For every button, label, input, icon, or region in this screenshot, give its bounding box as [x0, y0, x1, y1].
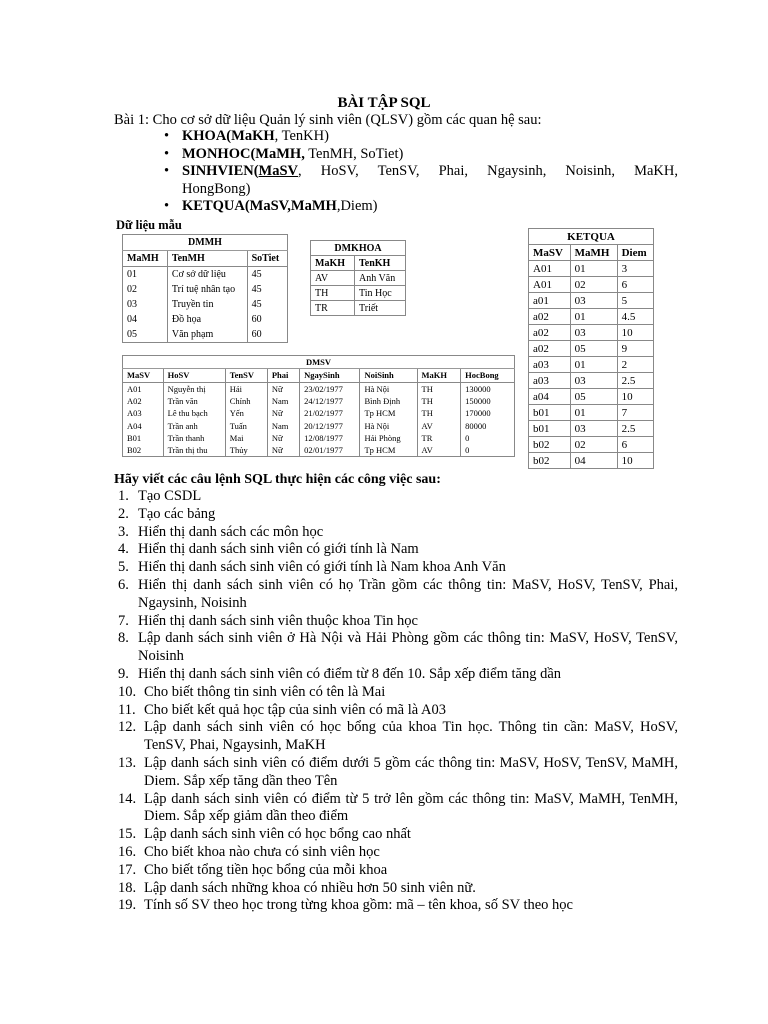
- task-number: 3.: [118, 523, 129, 540]
- table-cell: 10: [617, 325, 653, 341]
- table-cell: 04: [123, 312, 168, 327]
- table-cell: 05: [570, 341, 617, 357]
- table-header-row: [123, 369, 515, 382]
- table-cell: A04: [123, 419, 164, 431]
- task-text: Hiển thị danh sách sinh viên có họ Trần gồm các thông tin: MaSV, HoSV, TenSV, Phai, Ngaysinh, Noisinh: [138, 576, 678, 611]
- column-header: SoTiet: [247, 251, 287, 267]
- table-cell: 10: [617, 389, 653, 405]
- column-header: MaSV: [123, 369, 164, 382]
- task-item: [118, 541, 678, 559]
- table-cell: 21/02/1977: [300, 407, 360, 419]
- table-caption: DMMH: [123, 235, 288, 251]
- column-header: Phai: [267, 369, 299, 382]
- task-number: 2.: [118, 505, 129, 522]
- relation-name: SINHVIEN(: [182, 163, 259, 179]
- table-cell: Yến: [225, 407, 267, 419]
- table-cell: 12/08/1977: [300, 432, 360, 444]
- table-header-row: [529, 245, 654, 261]
- table-cell: Trần văn: [163, 395, 225, 407]
- table-cell: Anh Văn: [355, 271, 406, 286]
- table-cell: 03: [570, 373, 617, 389]
- task-text: Hiển thị danh sách các môn học: [138, 523, 324, 540]
- table-cell: A01: [529, 261, 571, 277]
- task-item: [118, 755, 678, 791]
- table-row: [123, 395, 515, 407]
- relation-key: MaMH,: [255, 145, 305, 162]
- table-cell: 2.5: [617, 421, 653, 437]
- table-row: [123, 267, 288, 283]
- task-number: 7.: [118, 612, 129, 629]
- task-number: 14.: [118, 790, 137, 807]
- table-cell: b02: [529, 453, 571, 469]
- task-text: Tạo CSDL: [138, 488, 202, 504]
- task-item: [118, 719, 678, 755]
- table-row: [529, 437, 654, 453]
- table-cell: 23/02/1977: [300, 382, 360, 395]
- table-cell: 02: [123, 282, 168, 297]
- table-cell: 01: [570, 405, 617, 421]
- sample-data-label: Dữ liệu mẫu: [116, 218, 182, 232]
- task-text: Cho biết tổng tiền học bổng của mỗi khoa: [144, 861, 388, 878]
- table-cell: b02: [529, 437, 571, 453]
- table-row: [529, 389, 654, 405]
- task-number: 1.: [118, 488, 129, 504]
- table-cell: Hải Phòng: [360, 432, 417, 444]
- table-cell: Nguyễn thị: [163, 382, 225, 395]
- column-header: HocBong: [461, 369, 515, 382]
- task-text: Lập danh sách sinh viên có điểm dưới 5 gồm các thông tin: MaSV, HoSV, TenSV, MaMH, Diem. Sắp xếp tăng dần theo Tên: [144, 754, 678, 789]
- relation-attrs-continued: HongBong): [182, 180, 251, 197]
- table-cell: Thủy: [225, 444, 267, 457]
- task-text: Tạo các bảng: [138, 505, 216, 522]
- table-cell: 6: [617, 437, 653, 453]
- table-cell: Nam: [267, 419, 299, 431]
- table-cell: Hà Nội: [360, 382, 417, 395]
- relation-attrs: , TenKH): [274, 128, 329, 144]
- task-number: 15.: [118, 826, 137, 843]
- task-number: 13.: [118, 754, 137, 771]
- table-cell: AV: [417, 419, 461, 431]
- column-header: TenSV: [225, 369, 267, 382]
- relation-name: KETQUA(: [182, 198, 250, 214]
- task-number: 4.: [118, 541, 129, 558]
- task-heading: Hãy viết các câu lệnh SQL thực hiện các công việc sau:: [114, 472, 441, 487]
- task-text: Hiển thị danh sách sinh viên có giới tính là Nam: [138, 541, 419, 558]
- table-row: [529, 309, 654, 325]
- task-number: 17.: [118, 861, 137, 878]
- table-row: [123, 432, 515, 444]
- table-cell: Chính: [225, 395, 267, 407]
- relation-name: KHOA(: [182, 128, 232, 144]
- task-number: 9.: [118, 665, 129, 682]
- table-caption-row: [529, 229, 654, 245]
- table-row: [123, 444, 515, 457]
- relation-khoa: [162, 128, 678, 146]
- ketqua-table: [528, 228, 654, 469]
- task-item: [118, 524, 678, 542]
- table-cell: 0: [461, 444, 515, 457]
- table-cell: a03: [529, 357, 571, 373]
- relation-monhoc: [162, 146, 678, 164]
- table-cell: 6: [617, 277, 653, 293]
- task-item: [118, 559, 678, 577]
- table-row: [529, 341, 654, 357]
- table-cell: 01: [123, 267, 168, 283]
- column-header: MaSV: [529, 245, 571, 261]
- table-cell: TH: [417, 382, 461, 395]
- table-cell: Tp HCM: [360, 444, 417, 457]
- task-text: Hiển thị danh sách sinh viên có điểm từ 8 đến 10. Sắp xếp điểm tăng dần: [138, 665, 562, 682]
- table-caption-row: [311, 241, 406, 256]
- task-item: [118, 880, 678, 898]
- column-header: MaKH: [417, 369, 461, 382]
- table-cell: Nữ: [267, 407, 299, 419]
- table-header-row: [311, 256, 406, 271]
- table-row: [123, 312, 288, 327]
- table-cell: TR: [417, 432, 461, 444]
- task-text: Cho biết thông tin sinh viên có tên là Mai: [144, 683, 386, 700]
- table-cell: b01: [529, 405, 571, 421]
- table-row: [123, 327, 288, 343]
- table-cell: Tin Học: [355, 286, 406, 301]
- table-cell: 130000: [461, 382, 515, 395]
- table-row: [123, 419, 515, 431]
- table-row: [311, 301, 406, 316]
- table-cell: Trần thanh: [163, 432, 225, 444]
- task-text: Hiển thị danh sách sinh viên có giới tính là Nam khoa Anh Văn: [138, 559, 506, 576]
- table-cell: AV: [417, 444, 461, 457]
- exercise-intro: Bài 1: Cho cơ sở dữ liệu Quản lý sinh viên (QLSV) gồm các quan hệ sau:: [114, 112, 542, 128]
- task-number: 11.: [118, 701, 136, 718]
- task-text: Lập danh sách sinh viên có điểm từ 5 trở lên gồm các thông tin: MaSV, MaMH, TenMH, Diem. Sắp xếp giảm dần theo điểm: [144, 790, 678, 825]
- table-cell: TH: [417, 395, 461, 407]
- table-cell: a04: [529, 389, 571, 405]
- task-item: [118, 488, 678, 506]
- table-cell: Tuấn: [225, 419, 267, 431]
- task-item: [118, 613, 678, 631]
- task-text: Lập danh sách sinh viên ở Hà Nội và Hải Phòng gồm các thông tin: MaSV, HoSV, TenSV, Noisinh: [138, 630, 678, 665]
- task-item: [118, 791, 678, 827]
- table-cell: a03: [529, 373, 571, 389]
- table-cell: TR: [311, 301, 355, 316]
- table-cell: 03: [570, 293, 617, 309]
- table-cell: 01: [570, 261, 617, 277]
- table-cell: 60: [247, 327, 287, 343]
- relation-ketqua: [162, 198, 678, 216]
- table-cell: 60: [247, 312, 287, 327]
- table-row: [123, 297, 288, 312]
- table-cell: 9: [617, 341, 653, 357]
- table-cell: a02: [529, 325, 571, 341]
- table-cell: Trí tuệ nhân tạo: [167, 282, 247, 297]
- table-row: [529, 373, 654, 389]
- table-cell: b01: [529, 421, 571, 437]
- table-cell: B02: [123, 444, 164, 457]
- table-cell: B01: [123, 432, 164, 444]
- table-row: [123, 282, 288, 297]
- table-cell: Hà Nội: [360, 419, 417, 431]
- task-number: 10.: [118, 683, 137, 700]
- table-cell: 05: [123, 327, 168, 343]
- relation-attrs: TenMH, SoTiet): [304, 145, 404, 162]
- table-cell: 4.5: [617, 309, 653, 325]
- column-header: NoiSinh: [360, 369, 417, 382]
- table-cell: A01: [529, 277, 571, 293]
- table-cell: Lê thu bạch: [163, 407, 225, 419]
- column-header: Diem: [617, 245, 653, 261]
- table-cell: Bình Định: [360, 395, 417, 407]
- table-cell: 02: [570, 437, 617, 453]
- task-text: Cho biết kết quả học tập của sinh viên có mã là A03: [144, 701, 447, 718]
- table-cell: 7: [617, 405, 653, 421]
- task-item: [118, 506, 678, 524]
- task-item: [118, 684, 678, 702]
- task-text: Hiển thị danh sách sinh viên thuộc khoa Tin học: [138, 612, 418, 629]
- task-text: Cho biết khoa nào chưa có sinh viên học: [144, 843, 380, 860]
- column-header: HoSV: [163, 369, 225, 382]
- table-cell: 03: [123, 297, 168, 312]
- column-header: TenKH: [355, 256, 406, 271]
- task-item: [118, 862, 678, 880]
- table-cell: 04: [570, 453, 617, 469]
- table-cell: Cơ sở dữ liệu: [167, 267, 247, 283]
- table-cell: Tp HCM: [360, 407, 417, 419]
- task-number: 12.: [118, 719, 137, 736]
- table-caption-row: [123, 235, 288, 251]
- task-number: 18.: [118, 879, 137, 896]
- table-cell: 01: [570, 357, 617, 373]
- column-header: MaMH: [123, 251, 168, 267]
- task-text: Lập danh sách sinh viên có học bổng của khoa Tin học. Thông tin cần: MaSV, HoSV, TenSV, Phai, Ngaysinh, MaKH: [144, 719, 678, 754]
- column-header: MaMH: [570, 245, 617, 261]
- table-row: [529, 357, 654, 373]
- table-cell: Truyền tin: [167, 297, 247, 312]
- table-cell: Nữ: [267, 432, 299, 444]
- relation-attrs: , HoSV, TenSV, Phai, Ngaysinh, Noisinh, MaKH,: [298, 163, 678, 179]
- column-header: MaKH: [311, 256, 355, 271]
- relation-name: MONHOC(: [182, 145, 256, 162]
- table-cell: a01: [529, 293, 571, 309]
- relation-key: MaSV: [258, 163, 299, 179]
- table-cell: 03: [570, 325, 617, 341]
- table-cell: 03: [570, 421, 617, 437]
- table-cell: a02: [529, 341, 571, 357]
- table-cell: 0: [461, 432, 515, 444]
- task-item: [118, 897, 678, 915]
- table-cell: 150000: [461, 395, 515, 407]
- page-title: BÀI TẬP SQL: [337, 95, 431, 111]
- table-cell: 02: [570, 277, 617, 293]
- task-item: [118, 630, 678, 666]
- task-item: [118, 577, 678, 613]
- table-cell: 10: [617, 453, 653, 469]
- table-cell: 02/01/1977: [300, 444, 360, 457]
- dmsv-table: [122, 355, 515, 457]
- table-cell: a02: [529, 309, 571, 325]
- table-cell: 80000: [461, 419, 515, 431]
- table-row: [529, 453, 654, 469]
- table-header-row: [123, 251, 288, 267]
- table-cell: Văn phạm: [167, 327, 247, 343]
- table-cell: 20/12/1977: [300, 419, 360, 431]
- table-row: [529, 325, 654, 341]
- relation-key: MaSV,MaMH: [249, 198, 337, 214]
- table-cell: Nam: [267, 395, 299, 407]
- table-cell: A02: [123, 395, 164, 407]
- task-number: 19.: [118, 897, 137, 914]
- table-row: [123, 407, 515, 419]
- table-cell: 45: [247, 267, 287, 283]
- table-cell: 2: [617, 357, 653, 373]
- table-row: [123, 382, 515, 395]
- table-row: [529, 261, 654, 277]
- dmmh-table: [122, 234, 288, 343]
- table-cell: Triết: [355, 301, 406, 316]
- table-cell: 170000: [461, 407, 515, 419]
- table-caption: DMKHOA: [311, 241, 406, 256]
- table-row: [529, 277, 654, 293]
- table-row: [529, 293, 654, 309]
- table-cell: A03: [123, 407, 164, 419]
- dmkhoa-table: [310, 240, 406, 316]
- task-item: [118, 826, 678, 844]
- table-cell: AV: [311, 271, 355, 286]
- column-header: TenMH: [167, 251, 247, 267]
- relation-sinhvien: [162, 163, 678, 198]
- table-cell: TH: [417, 407, 461, 419]
- table-cell: A01: [123, 382, 164, 395]
- table-cell: 01: [570, 309, 617, 325]
- table-cell: Nữ: [267, 444, 299, 457]
- table-cell: Nữ: [267, 382, 299, 395]
- table-row: [529, 421, 654, 437]
- task-text: Tính số SV theo học trong từng khoa gồm: mã – tên khoa, số SV theo học: [144, 897, 573, 914]
- table-row: [311, 286, 406, 301]
- table-cell: TH: [311, 286, 355, 301]
- table-cell: 3: [617, 261, 653, 277]
- table-cell: Hải: [225, 382, 267, 395]
- task-text: Lập danh sách sinh viên có học bổng cao nhất: [144, 826, 411, 843]
- column-header: NgaySinh: [300, 369, 360, 382]
- task-item: [118, 702, 678, 720]
- task-number: 8.: [118, 630, 129, 647]
- task-item: [118, 666, 678, 684]
- table-cell: 2.5: [617, 373, 653, 389]
- table-cell: 5: [617, 293, 653, 309]
- table-cell: 05: [570, 389, 617, 405]
- table-row: [529, 405, 654, 421]
- table-cell: Đồ họa: [167, 312, 247, 327]
- task-list: [118, 488, 678, 915]
- task-item: [118, 844, 678, 862]
- table-cell: 24/12/1977: [300, 395, 360, 407]
- table-cell: Trần thị thu: [163, 444, 225, 457]
- table-caption: DMSV: [123, 356, 515, 369]
- table-cell: Trần anh: [163, 419, 225, 431]
- table-cell: 45: [247, 282, 287, 297]
- relation-list: [162, 128, 678, 216]
- relation-key: MaKH: [231, 128, 275, 144]
- task-text: Lập danh sách những khoa có nhiều hơn 50 sinh viên nữ.: [144, 879, 476, 896]
- table-cell: Mai: [225, 432, 267, 444]
- table-row: [311, 271, 406, 286]
- relation-attrs: ,Diem): [336, 198, 378, 214]
- task-number: 16.: [118, 843, 137, 860]
- table-caption: KETQUA: [529, 229, 654, 245]
- task-number: 6.: [118, 576, 129, 593]
- table-caption-row: [123, 356, 515, 369]
- task-number: 5.: [118, 559, 129, 576]
- table-cell: 45: [247, 297, 287, 312]
